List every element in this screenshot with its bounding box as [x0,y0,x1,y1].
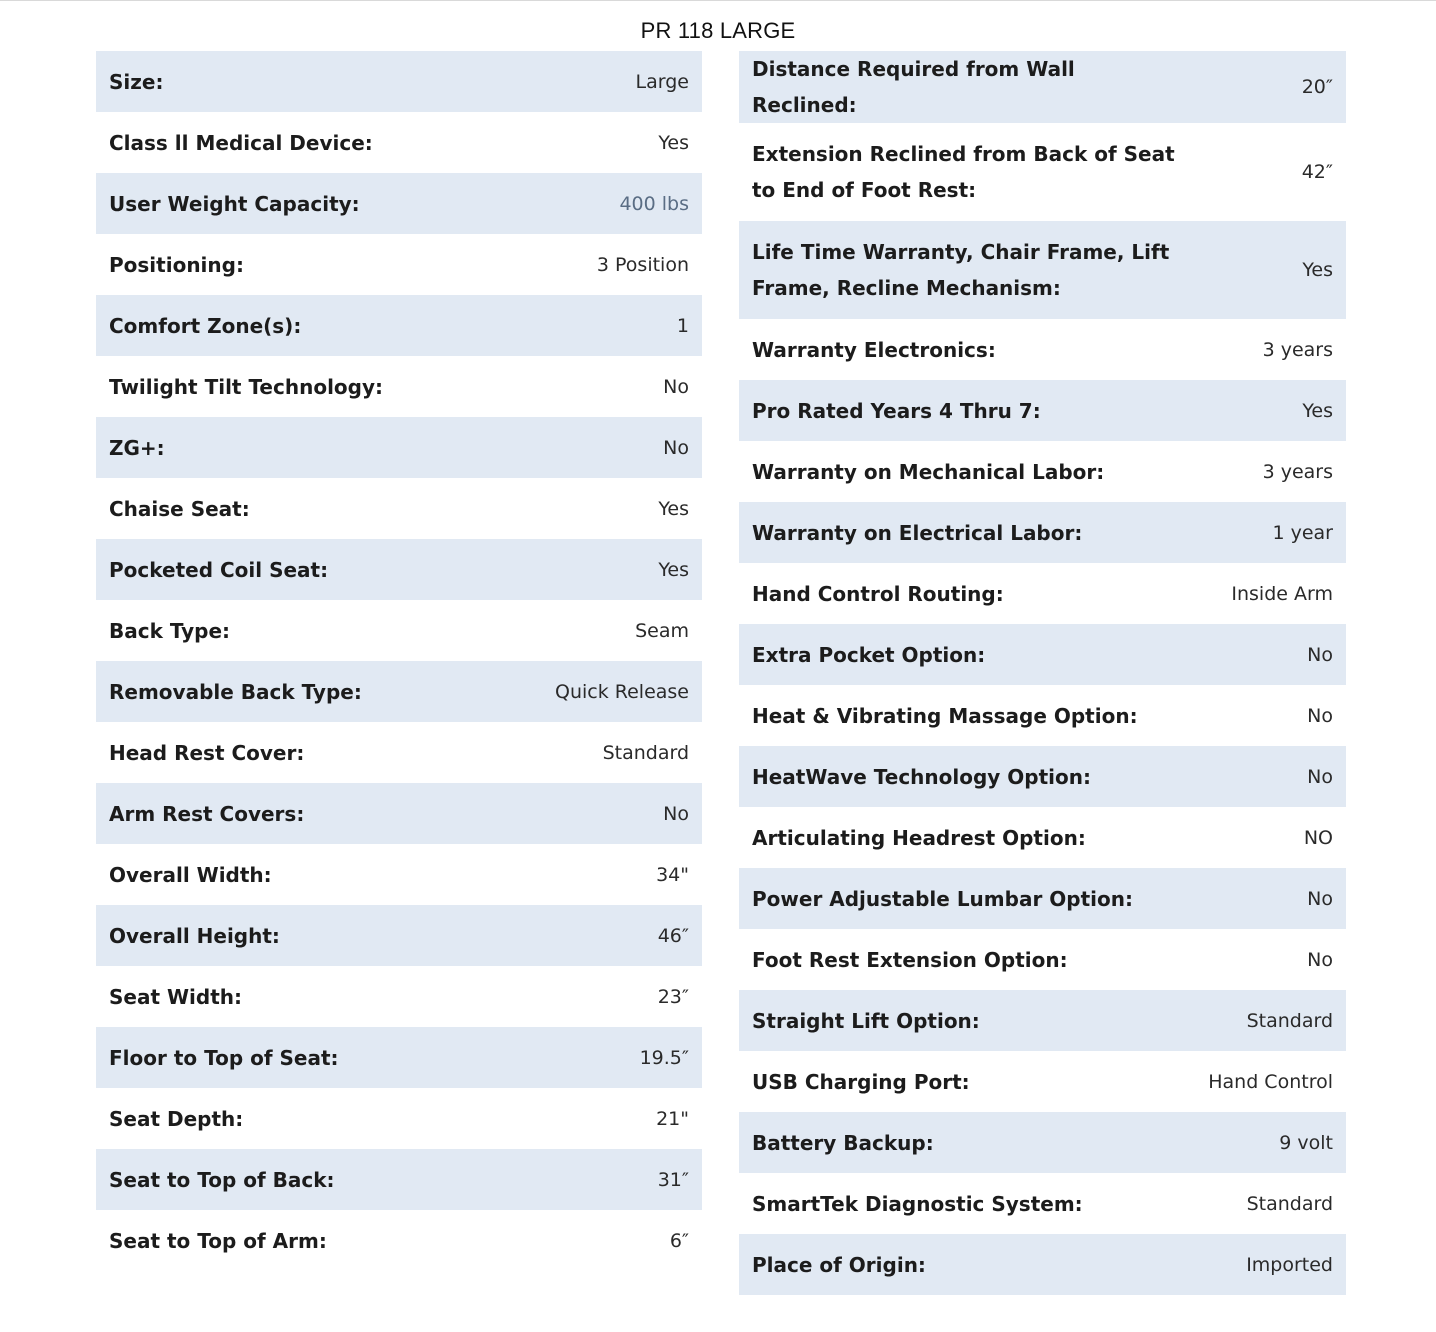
spec-value: 3 Position [542,234,702,295]
spec-row-electrical-labor [739,502,1346,563]
spec-label: Straight Lift Option: [739,990,1195,1051]
spec-row-extra-pocket [739,624,1346,685]
right-spec-table [739,51,1346,1295]
spec-row-battery-backup [739,1112,1346,1173]
spec-row-articulating-headrest [739,807,1346,868]
spec-value: 1 [542,295,702,356]
spec-value: 46″ [542,905,702,966]
spec-row-foot-rest-extension [739,929,1346,990]
spec-label: Seat to Top of Back: [96,1149,542,1210]
spec-value: 1 year [1195,502,1346,563]
spec-label: Chaise Seat: [96,478,542,539]
spec-label: Size: [96,51,542,112]
spec-label: Seat Width: [96,966,542,1027]
spec-value: Yes [542,478,702,539]
spec-label: Overall Width: [96,844,542,905]
spec-row-pro-rated [739,380,1346,441]
spec-row-removable-back [96,661,702,722]
spec-label: Pocketed Coil Seat: [96,539,542,600]
spec-value: 23″ [542,966,702,1027]
spec-value: 6″ [542,1210,702,1271]
spec-value: 20″ [1195,51,1346,123]
spec-value: No [1195,624,1346,685]
spec-row-overall-height [96,905,702,966]
spec-label: Comfort Zone(s): [96,295,542,356]
spec-label: Foot Rest Extension Option: [739,929,1195,990]
spec-label: Battery Backup: [739,1112,1195,1173]
page-title: PR 118 LARGE [640,18,796,43]
spec-row-seat-to-arm [96,1210,702,1271]
spec-value: 19.5″ [542,1027,702,1088]
spec-value: NO [1195,807,1346,868]
spec-label: Extra Pocket Option: [739,624,1195,685]
spec-row-lifetime-warranty [739,221,1346,319]
spec-value: No [542,356,702,417]
spec-row-twilight-tilt [96,356,702,417]
spec-row-positioning [96,234,702,295]
spec-label: Power Adjustable Lumbar Option: [739,868,1195,929]
spec-row-seat-to-back [96,1149,702,1210]
spec-row-heatwave [739,746,1346,807]
spec-value: Hand Control [1195,1051,1346,1112]
spec-row-chaise-seat [96,478,702,539]
spec-label: Place of Origin: [739,1234,1195,1295]
spec-value: Standard [542,722,702,783]
spec-row-zg-plus [96,417,702,478]
spec-row-weight-capacity [96,173,702,234]
spec-row-floor-to-seat [96,1027,702,1088]
spec-label: Articulating Headrest Option: [739,807,1195,868]
spec-label: Twilight Tilt Technology: [96,356,542,417]
spec-row-warranty-electronics [739,319,1346,380]
spec-label: Floor to Top of Seat: [96,1027,542,1088]
spec-row-wall-distance [739,51,1346,123]
spec-label: Life Time Warranty, Chair Frame, Lift Frame, Recline Mechanism: [739,221,1195,319]
spec-label: SmartTek Diagnostic System: [739,1173,1195,1234]
spec-value: No [1195,685,1346,746]
spec-row-pocketed-coil [96,539,702,600]
spec-value: Inside Arm [1195,563,1346,624]
spec-value: Yes [542,112,702,173]
spec-label: Overall Height: [96,905,542,966]
spec-label: Warranty Electronics: [739,319,1195,380]
spec-value: No [542,417,702,478]
spec-label: Class ll Medical Device: [96,112,542,173]
spec-label: Arm Rest Covers: [96,783,542,844]
spec-label: Extension Reclined from Back of Seat to End of Foot Rest: [739,123,1195,221]
spec-value: 400 lbs [542,173,702,234]
spec-row-head-rest-cover [96,722,702,783]
spec-label: Warranty on Mechanical Labor: [739,441,1195,502]
spec-label: Positioning: [96,234,542,295]
spec-label: Distance Required from Wall Reclined: [739,51,1195,123]
spec-row-medical-device [96,112,702,173]
spec-value: Standard [1195,990,1346,1051]
spec-row-comfort-zones [96,295,702,356]
spec-value: 31″ [542,1149,702,1210]
spec-value: No [542,783,702,844]
spec-row-size [96,51,702,112]
spec-label: Warranty on Electrical Labor: [739,502,1195,563]
spec-value: 9 volt [1195,1112,1346,1173]
spec-value: Yes [542,539,702,600]
spec-label: Head Rest Cover: [96,722,542,783]
spec-label: Pro Rated Years 4 Thru 7: [739,380,1195,441]
spec-row-power-lumbar [739,868,1346,929]
spec-row-mechanical-labor [739,441,1346,502]
spec-value: 21" [542,1088,702,1149]
spec-value: Yes [1195,221,1346,319]
spec-value: Standard [1195,1173,1346,1234]
spec-value: 3 years [1195,441,1346,502]
spec-row-extension-reclined [739,123,1346,221]
spec-label: Seat to Top of Arm: [96,1210,542,1271]
spec-row-arm-rest-covers [96,783,702,844]
spec-value: 42″ [1195,123,1346,221]
spec-label: Seat Depth: [96,1088,542,1149]
spec-value: No [1195,929,1346,990]
spec-row-usb-charging [739,1051,1346,1112]
spec-label: Hand Control Routing: [739,563,1195,624]
spec-value: Seam [542,600,702,661]
spec-row-heat-massage [739,685,1346,746]
spec-row-smarttek [739,1173,1346,1234]
spec-value: 3 years [1195,319,1346,380]
spec-value: Quick Release [542,661,702,722]
spec-row-place-of-origin [739,1234,1346,1295]
spec-value: No [1195,746,1346,807]
left-spec-table [96,51,702,1271]
spec-label: User Weight Capacity: [96,173,542,234]
spec-row-straight-lift [739,990,1346,1051]
spec-value: Imported [1195,1234,1346,1295]
spec-row-seat-width [96,966,702,1027]
spec-row-seat-depth [96,1088,702,1149]
spec-value: 34" [542,844,702,905]
spec-row-overall-width [96,844,702,905]
spec-value: No [1195,868,1346,929]
spec-label: Removable Back Type: [96,661,542,722]
spec-label: ZG+: [96,417,542,478]
spec-label: USB Charging Port: [739,1051,1195,1112]
spec-label: Back Type: [96,600,542,661]
spec-label: Heat & Vibrating Massage Option: [739,685,1195,746]
spec-value: Yes [1195,380,1346,441]
top-divider [0,0,1436,1]
spec-label: HeatWave Technology Option: [739,746,1195,807]
spec-row-back-type [96,600,702,661]
spec-value: Large [542,51,702,112]
spec-row-hand-control-routing [739,563,1346,624]
